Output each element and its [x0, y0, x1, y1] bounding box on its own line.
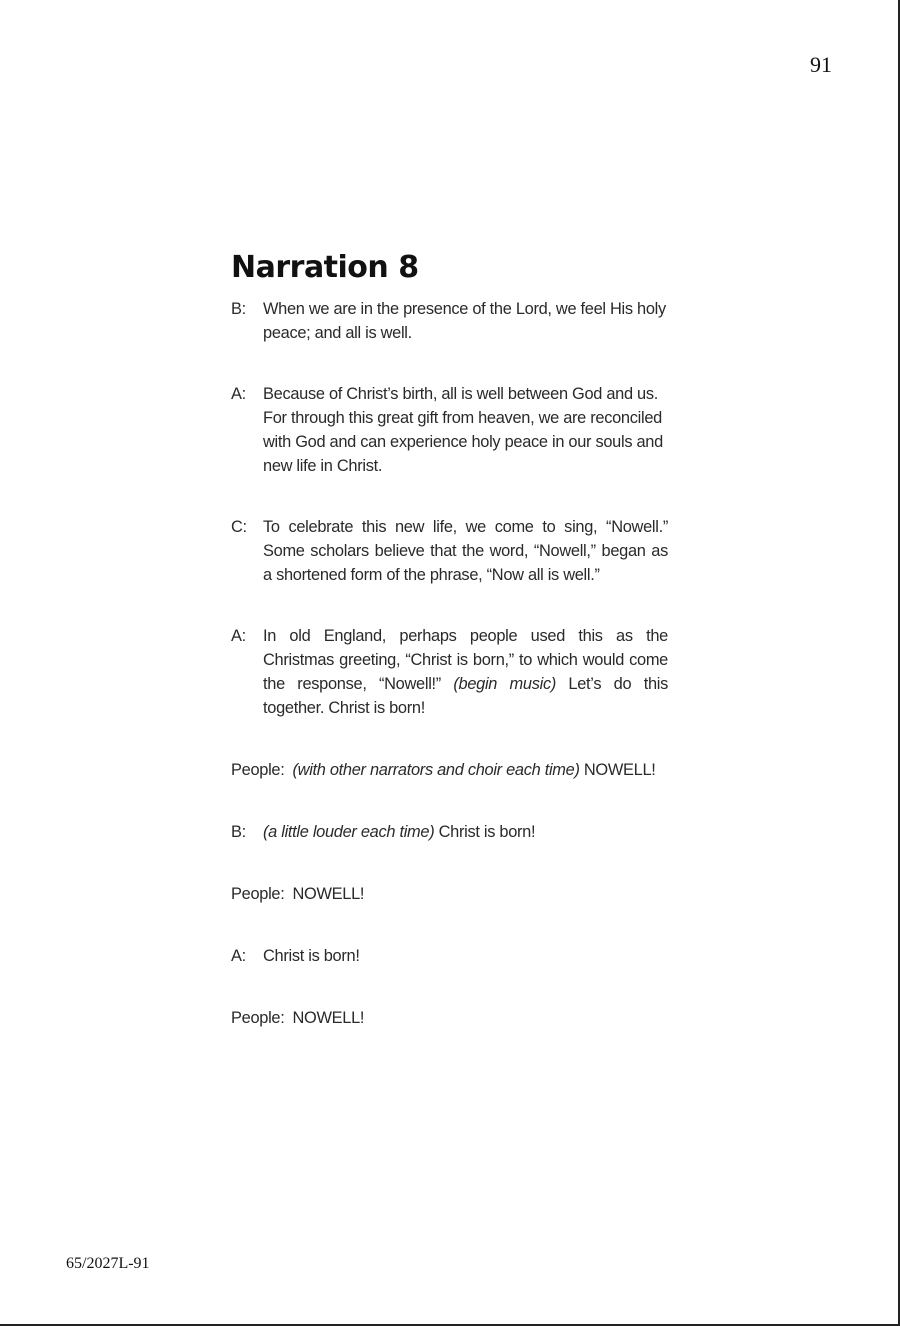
speaker-label: B:	[231, 300, 246, 318]
speaker-label: C:	[231, 518, 247, 536]
narration-paragraph-a-2	[231, 624, 668, 720]
stage-direction: (with other narrators and choir each time)	[292, 761, 580, 779]
narration-paragraph-c-1	[231, 515, 668, 587]
paragraph-text: When we are in the presence of the Lord, we feel His holy peace; and all is well.	[263, 300, 666, 342]
narration-line-people-3	[231, 1006, 668, 1030]
narration-body	[231, 297, 668, 1030]
response-text: Christ is born!	[434, 823, 536, 841]
speaker-label: People:	[231, 761, 285, 779]
response-text: NOWELL!	[292, 885, 365, 903]
narration-line-people-2	[231, 882, 668, 906]
narration-line-a-3	[231, 944, 668, 968]
speaker-label: A:	[231, 385, 246, 403]
paragraph-text-part: Let’s do this together. Christ is born!	[263, 675, 668, 717]
paragraph-text: Because of Christ’s birth, all is well between God and us. For through this great gift from heaven, we are reconciled with God and can experience holy peace in our souls and new life in Christ.	[263, 385, 663, 475]
paragraph-text: To celebrate this new life, we come to sing, “Nowell.” Some scholars believe that the word, “Nowell,” began as a shortened form of the phrase, “Now all is well.”	[263, 518, 668, 584]
speaker-label: People:	[231, 1009, 285, 1027]
footer-code: 65/2027L-91	[66, 1255, 150, 1272]
speaker-label: A:	[231, 627, 246, 645]
speaker-label: People:	[231, 885, 285, 903]
stage-direction: (a little louder each time)	[263, 823, 435, 841]
narration-line-people-1	[231, 758, 668, 782]
response-text: Christ is born!	[263, 947, 360, 965]
page-number: 91	[810, 52, 832, 77]
response-text: NOWELL!	[579, 761, 656, 779]
narration-paragraph-b-1	[231, 297, 668, 345]
speaker-label: B:	[231, 823, 246, 841]
response-text: NOWELL!	[292, 1009, 365, 1027]
narration-content	[231, 250, 668, 1030]
speaker-label: A:	[231, 947, 246, 965]
stage-direction: (begin music)	[453, 675, 556, 693]
paragraph-text	[263, 624, 668, 720]
narration-line-b-2	[231, 820, 668, 844]
paragraph-text-part: In old England, perhaps people used this as the Christmas greeting, “Christ is born,” to which would come the response, “Nowell!”	[263, 627, 668, 693]
narration-paragraph-a-1	[231, 382, 668, 478]
section-title: Narration 8	[231, 250, 419, 285]
